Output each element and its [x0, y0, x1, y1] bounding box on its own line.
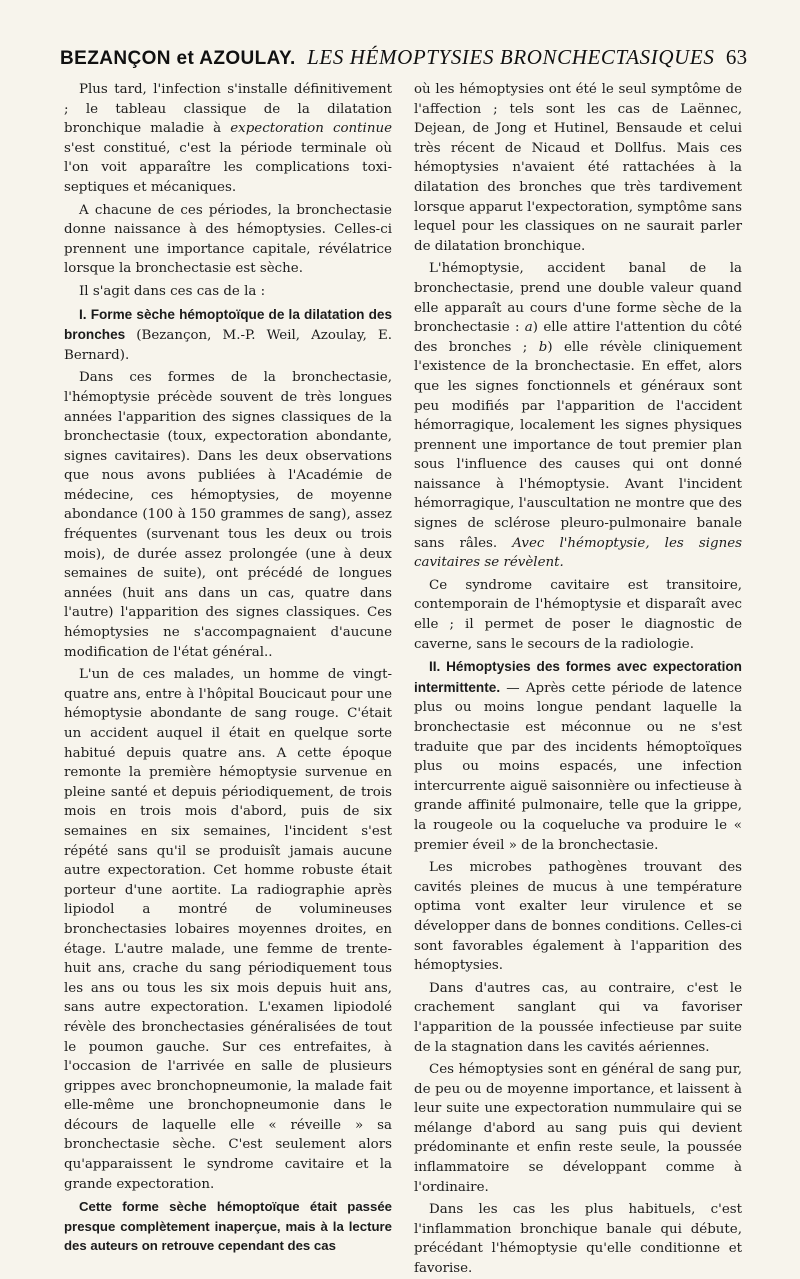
page-number: 63	[725, 45, 748, 69]
paragraph: Ces hémoptysies sont en général de sang pur, de peu ou de moyenne importance, et laissent à leur suite une expectoration nummulaire qui se mélange d'abord au sang puis qui devient prédominante et enfin reste seule, la poussée inflammatoire se développant comme à l'ordinaire.	[414, 1062, 742, 1195]
header-authors: BEZANÇON et AZOULAY.	[60, 48, 296, 69]
paragraph: Plus tard, l'infection s'installe définitivement ; le tableau classique de la dilatation bronchique maladie à expectoration continue s'est constitué, c'est la période terminale où l'on voit apparaître les complications toxi-septiques et mécaniques.	[64, 82, 392, 195]
section-heading-paragraph: II. Hémoptysies des formes avec expectoration intermittente. — Après cette période de latence plus ou moins longue pendant laquelle la bronchectasie est méconnue ou ne s'est traduite que par des incidents hémoptoïques plus ou moins espacés, une infection intercurrente aiguë saisonnière ou infectieuse à grande affinité pulmonaire, telle que la grippe, la rougeole ou la coqueluche va produire le « premier éveil » de la bronchectasie.	[414, 659, 742, 853]
paragraph: Les microbes pathogènes trouvant des cavités pleines de mucus à une température optima vont exalter leur virulence et se développer dans de bonnes conditions. Celles-ci sont favorables également à l'apparition des hémoptysies.	[414, 860, 742, 974]
paragraph: Dans ces formes de la bronchectasie, l'hémoptysie précède souvent de très longues années l'apparition des signes classiques de la bronchectasie (toux, expectoration abondante, signes cavitaires). Dans les deux observations que nous avons publiées à l'Académie de médecine, ces hémoptysies, de moyenne abondance (100 à 150 grammes de sang), assez fréquentes (survenant tous les deux ou trois mois), de durée assez prolongée (une à deux semaines de suite), ont précédé de longues années (huit ans dans un cas, quatre dans l'autre) l'apparition des signes classiques. Ces hémoptysies ne s'accompagnaient d'aucune modification de l'état général..	[64, 370, 392, 660]
left-column	[64, 80, 392, 1254]
running-header	[60, 42, 750, 72]
section-heading-paragraph: I. Forme sèche hémoptoïque de la dilatation des bronches (Bezançon, M.-P. Weil, Azoulay, E. Bernard).	[64, 306, 392, 363]
paragraph: A chacune de ces périodes, la bronchectasie donne naissance à des hémoptysies. Celles-ci prennent une importance capitale, révélatrice lorsque la bronchectasie est sèche.	[64, 202, 392, 277]
header-title: LES HÉMOPTYSIES BRONCHECTASIQUES	[307, 45, 715, 69]
paragraph: Ce syndrome cavitaire est transitoire, contemporain de l'hémoptysie et disparaît avec elle ; il permet de poser le diagnostic de caverne, sans le secours de la radiologie.	[414, 577, 742, 652]
paragraph: où les hémoptysies ont été le seul symptôme de l'affection ; tels sont les cas de Laënnec, Dejean, de Jong et Hutinel, Bensaude et celui très récent de Nicaud et Dollfus. Mais ces hémoptysies n'avaient été rattachées à la dilatation des bronches que très tardivement lorsque apparut l'expectoration, symptôme sans lequel pour les classiques on ne saurait parler de dilatation bronchique.	[414, 82, 742, 254]
paragraph: Dans les cas les plus habituels, c'est l'inflammation bronchique banale qui débute, précédant l'hémoptysie qu'elle conditionne et favorise.	[414, 1202, 742, 1277]
paragraph: Il s'agit dans ces cas de la :	[79, 283, 266, 299]
paragraph: L'hémoptysie, accident banal de la bronchectasie, prend une double valeur quand elle apparaît au cours d'une forme sèche de la bronchectasie : a) elle attire l'attention du côté des bronches ; b) elle révèle cliniquement l'existence de la bronchectasie. En effet, alors que les signes fonctionnels et généraux sont peu modifiés par l'apparition de l'accident hémorragique, localement les signes physiques prennent une importance de tout premier plan sous l'influence des causes qui ont donné naissance à l'hémoptysie. Avant l'incident hémorragique, l'auscultation ne montre que des signes de sclérose pleuro-pulmonaire banale sans râles. Avec l'hémoptysie, les signes cavitaires se révèlent.	[414, 261, 742, 571]
section-heading: II. Hémoptysies des formes avec expectoration intermittente.	[414, 659, 742, 695]
right-column	[414, 80, 742, 1277]
paragraph: Cette forme sèche hémoptoïque était passée presque complètement inaperçue, mais à la lecture des auteurs on retrouve cependant des cas	[64, 1199, 392, 1254]
paragraph: Dans d'autres cas, au contraire, c'est le crachement sanglant qui va favoriser l'apparition de la poussée infectieuse par suite de la stagnation dans les cavités aériennes.	[414, 980, 742, 1055]
section-heading: I. Forme sèche hémoptoïque de la dilatation des bronches	[64, 306, 392, 343]
paragraph: L'un de ces malades, un homme de vingt-quatre ans, entre à l'hôpital Boucicaut pour une hémoptysie abondante de sang rouge. C'était un accident auquel il était en quelque sorte habitué depuis quatre ans. A cette époque remonte la première hémoptysie survenue en pleine santé et depuis périodiquement, de trois mois en trois mois d'abord, puis de six semaines en six semaines, l'incident s'est répété sans qu'il se produisît jamais aucune autre expectoration. Cet homme robuste était porteur d'une aortite. La radiographie après lipiodol a montré de volumineuses bronchectasies lobaires moyennes droites, en étage. L'autre malade, une femme de trente-huit ans, crache du sang périodiquement tous les ans ou tous les six mois depuis huit ans, sans autre expectoration. L'examen lipiodolé révèle des bronchectasies généralisées de tout le poumon gauche. Sur ces entrefaites, à l'occasion de l'arrivée en salle de plusieurs grippes avec bronchopneumonie, la malade fait elle-même une bronchopneumonie dans le décours de laquelle elle « réveille » sa bronchectasie sèche. C'est seulement alors qu'apparaissent le syndrome cavitaire et la grande expectoration.	[64, 667, 392, 1192]
